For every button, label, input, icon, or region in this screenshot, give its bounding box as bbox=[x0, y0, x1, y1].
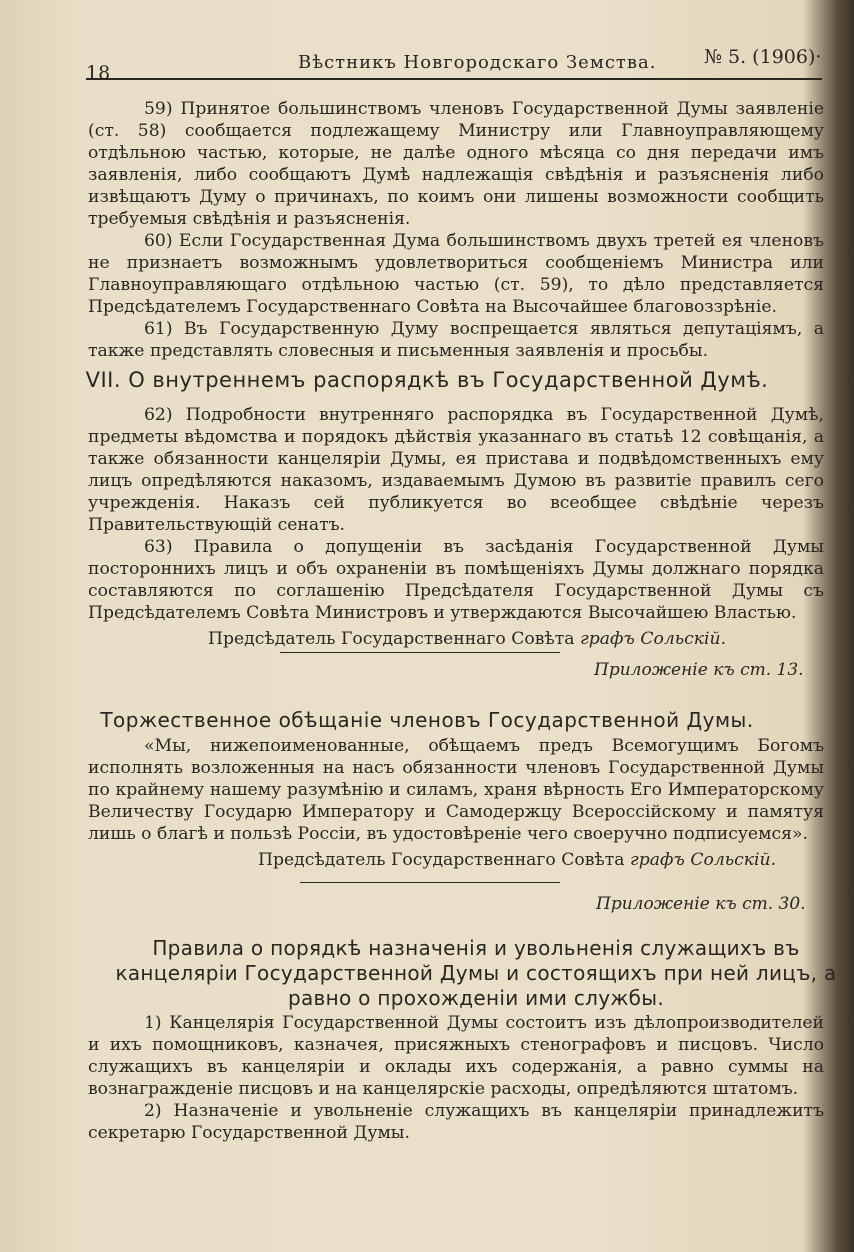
articles-59-61 bbox=[88, 98, 824, 362]
signature-1 bbox=[88, 628, 824, 650]
rules-articles bbox=[88, 1012, 824, 1144]
appendix-13-label: Приложеніе къ ст. 13. bbox=[594, 660, 804, 680]
signature-2 bbox=[88, 849, 824, 871]
signature-2-name: графъ Сольскій. bbox=[630, 850, 777, 870]
header-rule bbox=[86, 78, 822, 80]
signature-1-name: графъ Сольскій. bbox=[580, 629, 727, 649]
signature-1-text: Предсѣдатель Государственнаго Совѣта bbox=[208, 629, 575, 649]
rules-article-2: 2) Назначеніе и увольненіе служащихъ въ канцеляріи принадлежитъ секретарю Государственной Думы. bbox=[88, 1101, 824, 1143]
article-63: 63) Правила о допущеніи въ засѣданія Государственной Думы постороннихъ лицъ и объ охраненіи въ помѣщеніяхъ Думы должнаго порядка составляются по соглашенію Предсѣдателя Государственной Думы съ Предсѣдателемъ Совѣта Министровъ и утверждаются Высочайшею Властью. bbox=[88, 537, 824, 623]
oath-text: «Мы, нижепоименованные, обѣщаемъ предъ Всемогущимъ Богомъ исполнять возложенныя на насъ обязанности членовъ Государственной Думы по крайнему нашему разумѣнію и силамъ, храня вѣрность Его Императорскому Величеству Государю Императору и Самодержцу Всероссійскому и памятуя лишь о благѣ и пользѣ Россіи, въ удостовѣреніе чего своеручно подписуемся». bbox=[88, 736, 824, 844]
article-62: 62) Подробности внутренняго распорядка въ Государственной Думѣ, предметы вѣдомства и порядокъ дѣйствія указаннаго въ статьѣ 12 совѣщанія, а также обязанности канцеляріи Думы, ея пристава и подвѣдомственныхъ ему лицъ опредѣляются наказомъ, издаваемымъ Думою въ развитіе правилъ сего учрежденія. Наказъ сей публикуется во всеобщее свѣдѣніе черезъ Правительствующій сенатъ. bbox=[88, 405, 824, 535]
separator-rule-1 bbox=[280, 652, 560, 653]
page-header bbox=[86, 40, 822, 84]
section-vii-heading: VII. О внутреннемъ распорядкѣ въ Государственной Думѣ. bbox=[85, 368, 769, 392]
separator-rule-2 bbox=[300, 882, 560, 883]
articles-62-63 bbox=[88, 404, 824, 650]
rules-heading: Правила о порядкѣ назначенія и увольненія служащихъ въ канцеляріи Государственной Думы и состоящихъ при ней лицъ, а равно о прохожденіи ими службы. bbox=[115, 936, 837, 1010]
journal-title: Вѣстникъ Новгородскаго Земства. bbox=[298, 52, 657, 73]
rules-article-1: 1) Канцелярія Государственной Думы состоитъ изъ дѣлопроизводителей и ихъ помощниковъ, казначея, присяжныхъ стенографовъ и писцовъ. Число служащихъ въ канцеляріи и оклады ихъ содержанія, а равно суммы на вознагражденіе писцовъ и на канцелярскіе расходы, опредѣляются штатомъ. bbox=[88, 1013, 824, 1099]
oath-heading: Торжественное обѣщаніе членовъ Государственной Думы. bbox=[100, 708, 754, 732]
article-61: 61) Въ Государственную Думу воспрещается являться депутаціямъ, а также представлять словесныя и письменныя заявленія и просьбы. bbox=[88, 319, 824, 361]
signature-2-text: Предсѣдатель Государственнаго Совѣта bbox=[258, 850, 625, 870]
page-number: 18 bbox=[86, 62, 111, 84]
article-59: 59) Принятое большинствомъ членовъ Государственной Думы заявленіе (ст. 58) сообщается подлежащему Министру или Главноуправляющему отдѣльною частью, которые, не далѣе одного мѣсяца со дня передачи имъ заявленія, либо сообщаютъ Думѣ надлежащія свѣдѣнія и разъясненія либо извѣщаютъ Думу о причинахъ, по коимъ они лишены возможности сообщить требуемыя свѣдѣнія и разъясненія. bbox=[88, 99, 824, 229]
appendix-30-label: Приложеніе къ ст. 30. bbox=[596, 894, 806, 914]
oath-section bbox=[88, 735, 824, 871]
issue-number: № 5. (1906)· bbox=[704, 46, 822, 68]
article-60: 60) Если Государственная Дума большинствомъ двухъ третей ея членовъ не признаетъ возможнымъ удовлетвориться сообщеніемъ Министра или Главноуправляющаго отдѣльною частью (ст. 59), то дѣло представляется Предсѣдателемъ Государственнаго Совѣта на Высочайшее благовоззрѣніе. bbox=[88, 231, 824, 317]
